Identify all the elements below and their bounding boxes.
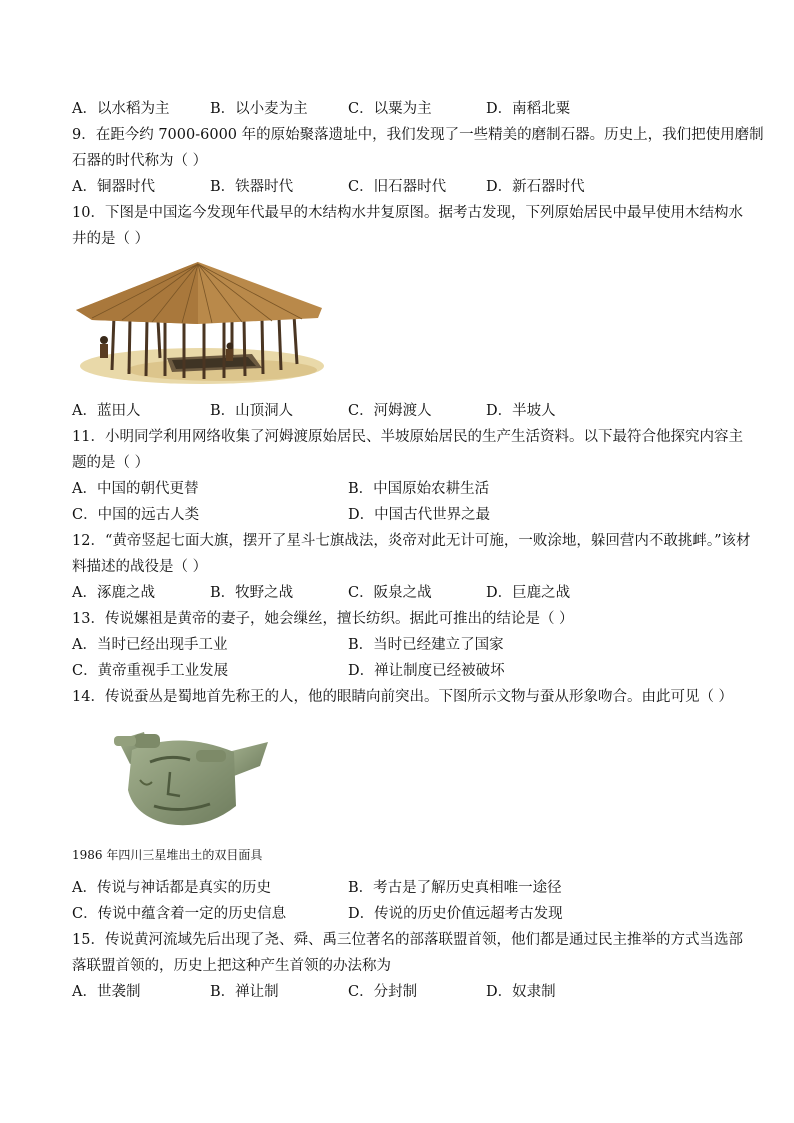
q14-options-row1 [72, 878, 722, 898]
q8-option-b[interactable]: B．以小麦为主 [210, 101, 308, 117]
q11-options-row1 [72, 479, 722, 499]
q12-options [72, 583, 722, 603]
q14-stem-line1: 14．传说蚕丛是蜀地首先称王的人，他的眼睛向前突出。下图所示文物与蚕从形象吻合。由此可见（ ） [72, 689, 734, 705]
q14-option-d[interactable]: D．传说的历史价值远超考古发现 [348, 906, 563, 922]
q9-options [72, 177, 722, 197]
q11-option-c[interactable]: C．中国的远古人类 [72, 507, 200, 523]
q12-stem-line2: 料描述的战役是（ ） [72, 559, 208, 575]
q10-option-b[interactable]: B．山顶洞人 [210, 403, 294, 419]
q11-stem-line2: 题的是（ ） [72, 455, 150, 471]
q10-option-a[interactable]: A．蓝田人 [72, 403, 141, 419]
q9-option-b[interactable]: B．铁器时代 [210, 179, 294, 195]
q11-option-b[interactable]: B．中国原始农耕生活 [348, 481, 490, 497]
q12-option-d[interactable]: D．巨鹿之战 [486, 585, 571, 601]
q10-option-d[interactable]: D．半坡人 [486, 403, 556, 419]
q11-option-d[interactable]: D．中国古代世界之最 [348, 507, 491, 523]
q11-stem-line1: 11．小明同学利用网络收集了河姆渡原始居民、半坡原始居民的生产生活资料。以下最符合他探究内容主 [72, 429, 743, 445]
q13-option-b[interactable]: B．当时已经建立了国家 [348, 637, 504, 653]
q11-options-row2 [72, 505, 722, 525]
q15-stem-line2: 落联盟首领的，历史上把这种产生首领的办法称为 [72, 958, 391, 974]
q12-option-a[interactable]: A．涿鹿之战 [72, 585, 155, 601]
q14-figure-caption: 1986 年四川三星堆出土的双目面具 [72, 848, 263, 862]
q10-option-c[interactable]: C．河姆渡人 [348, 403, 432, 419]
q12-option-b[interactable]: B．牧野之战 [210, 585, 294, 601]
bronze-mask-photo [110, 720, 270, 832]
q8-option-a[interactable]: A．以水稻为主 [72, 101, 170, 117]
q13-option-c[interactable]: C．黄帝重视手工业发展 [72, 663, 229, 679]
q15-option-d[interactable]: D．奴隶制 [486, 984, 556, 1000]
q10-options [72, 401, 722, 421]
q15-option-a[interactable]: A．世袭制 [72, 984, 141, 1000]
well-house-illustration [72, 258, 324, 386]
q14-options-row2 [72, 904, 722, 924]
q12-stem-line1: 12．“黄帝竖起七面大旗，摆开了星斗七旗战法，炎帝对此无计可施，一败涂地，躲回营内不敢挑衅。”该材 [72, 533, 751, 549]
q9-option-d[interactable]: D．新石器时代 [486, 179, 585, 195]
q9-option-c[interactable]: C．旧石器时代 [348, 179, 447, 195]
q12-option-c[interactable]: C．阪泉之战 [348, 585, 432, 601]
q8-option-d[interactable]: D．南稻北粟 [486, 101, 571, 117]
q9-stem-line2: 石器的时代称为（ ） [72, 153, 208, 169]
q10-stem-line2: 井的是（ ） [72, 231, 150, 247]
q14-option-b[interactable]: B．考古是了解历史真相唯一途径 [348, 880, 562, 896]
q13-option-d[interactable]: D．禅让制度已经被破坏 [348, 663, 505, 679]
q13-options-row1 [72, 635, 722, 655]
q14-option-c[interactable]: C．传说中蕴含着一定的历史信息 [72, 906, 287, 922]
q11-option-a[interactable]: A．中国的朝代更替 [72, 481, 199, 497]
q8-options [72, 99, 722, 119]
q15-stem-line1: 15．传说黄河流域先后出现了尧、舜、禹三位著名的部落联盟首领，他们都是通过民主推举的方式当选部 [72, 932, 743, 948]
q13-option-a[interactable]: A．当时已经出现手工业 [72, 637, 228, 653]
q9-option-a[interactable]: A．铜器时代 [72, 179, 155, 195]
q13-stem-line1: 13．传说嫘祖是黄帝的妻子，她会缫丝，擅长纺织。据此可推出的结论是（ ） [72, 611, 574, 627]
q10-stem-line1: 10．下图是中国迄今发现年代最早的木结构水井复原图。据考古发现，下列原始居民中最早使用木结构水 [72, 205, 743, 221]
q13-options-row2 [72, 661, 722, 681]
q14-option-a[interactable]: A．传说与神话都是真实的历史 [72, 880, 271, 896]
q15-option-c[interactable]: C．分封制 [348, 984, 418, 1000]
q15-options [72, 982, 722, 1002]
q15-option-b[interactable]: B．禅让制 [210, 984, 279, 1000]
q9-stem-line1: 9．在距今约 7000-6000 年的原始聚落遗址中，我们发现了一些精美的磨制石器。历史上，我们把使用磨制 [72, 127, 764, 143]
q8-option-c[interactable]: C．以粟为主 [348, 101, 432, 117]
